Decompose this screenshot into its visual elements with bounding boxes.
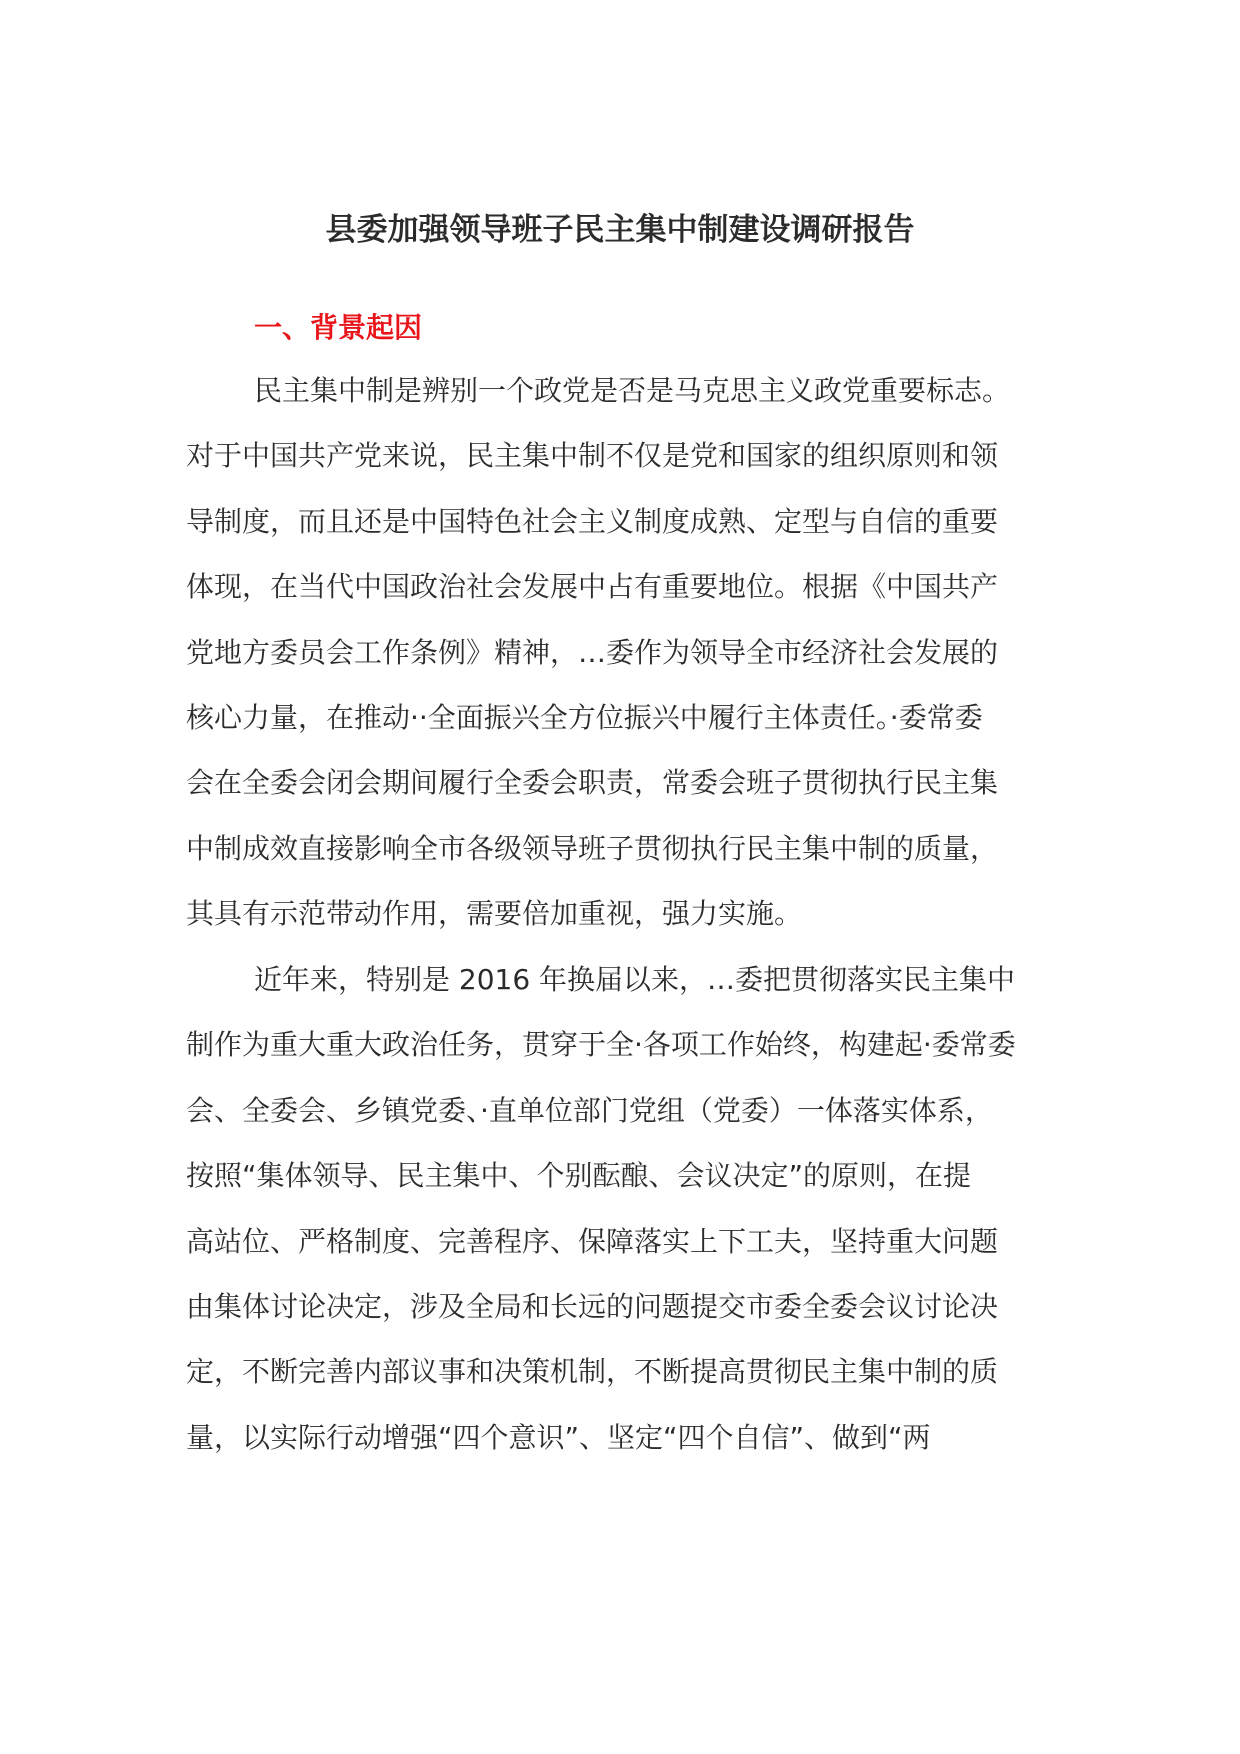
paragraph-line: 对于中国共产党来说，民主集中制不仅是党和国家的组织原则和领 — [186, 439, 999, 473]
paragraph-line: 核心力量，在推动··全面振兴全方位振兴中履行主体责任。·委常委 — [186, 700, 983, 734]
paragraph-line: 体现，在当代中国政治社会发展中占有重要地位。根据《中国共产 — [186, 570, 999, 604]
paragraph-line: 党地方委员会工作条例》精神，…委作为领导全市经济社会发展的 — [186, 635, 999, 669]
paragraph-line: 定，不断完善内部议事和决策机制，不断提高贯彻民主集中制的质 — [186, 1355, 999, 1389]
paragraph-2 — [186, 947, 1054, 1470]
paragraph-line: 由集体讨论决定，涉及全局和长远的问题提交市委全委会议讨论决 — [186, 1289, 999, 1323]
paragraph-line: 按照“集体领导、民主集中、个别酝酿、会议决定”的原则，在提 — [186, 1159, 972, 1193]
paragraph-line: 会、全委会、乡镇党委、·直单位部门党组（党委）一体落实体系， — [186, 1093, 993, 1127]
paragraph-line: 制作为重大重大政治任务，贯穿于全·各项工作始终，构建起·委常委 — [186, 1028, 1016, 1062]
paragraph-1 — [186, 358, 1054, 947]
paragraph-line: 其具有示范带动作用，需要倍加重视，强力实施。 — [186, 897, 803, 931]
document-title: 县委加强领导班子民主集中制建设调研报告 — [325, 212, 915, 248]
paragraph-line: 会在全委会闭会期间履行全委会职责，常委会班子贯彻执行民主集 — [186, 766, 999, 800]
paragraph-line: 导制度，而且还是中国特色社会主义制度成熟、定型与自信的重要 — [186, 504, 999, 538]
paragraph-line: 量，以实际行动增强“四个意识”、坚定“四个自信”、做到“两 — [186, 1420, 931, 1454]
paragraph-line: 中制成效直接影响全市各级领导班子贯彻执行民主集中制的质量， — [186, 831, 999, 865]
paragraph-line: 近年来，特别是 2016 年换届以来，…委把贯彻落实民主集中 — [254, 963, 1016, 996]
section-heading: 一、背景起因 — [254, 311, 423, 344]
paragraph-line: 高站位、严格制度、完善程序、保障落实上下工夫，坚持重大问题 — [186, 1224, 999, 1258]
paragraph-line: 民主集中制是辨别一个政党是否是马克思主义政党重要标志。 — [254, 374, 1011, 407]
